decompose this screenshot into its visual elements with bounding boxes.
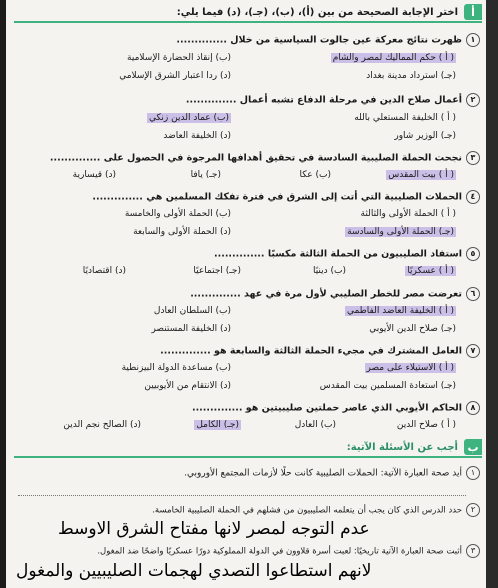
q3-option-c[interactable]: (جـ) يافا — [190, 170, 221, 180]
q2-option-a[interactable]: ( أ ) الخليفة المستعلي بالله — [354, 113, 456, 123]
q3-option-a[interactable]: ( أ ) بيت المقدس — [388, 170, 454, 180]
q5-option-c[interactable]: (جـ) اجتماعيًا — [193, 266, 241, 276]
q3-option-d[interactable]: (د) قيسارية — [72, 170, 116, 180]
q6-option-a[interactable]: ( أ ) الخليفة العاضد الفاطمي — [346, 306, 454, 316]
question-5: ٥استفاد الصليبيون من الحملة الثالثة مكسبًا .............. — [214, 247, 480, 261]
q1-option-b[interactable]: (ب) إنقاذ الحضارة الإسلامية — [127, 53, 231, 63]
question-4: ٤الحملات الصليبية التي أتت إلى الشرق في فترة تفكك المسلمين هي .............. — [92, 190, 480, 204]
q3-option-b[interactable]: (ب) عكا — [299, 170, 331, 180]
q8-option-c[interactable]: (جـ) الكامل — [196, 420, 239, 430]
q1-option-d[interactable]: (د) ردا اعتبار الشرق الإسلامي — [119, 71, 231, 81]
page-edge-shadow — [486, 0, 498, 588]
q4-option-d[interactable]: (د) الحملة الأولى والسابعة — [133, 227, 231, 237]
q5-option-b[interactable]: (ب) دينيًا — [312, 266, 346, 276]
q4-option-b[interactable]: (ب) الحملة الأولى والخامسة — [124, 209, 231, 219]
question-7: ٧العامل المشترك في مجيء الحملة الثالثة والسابعة هو .............. — [160, 344, 480, 358]
question-3: ٣نجحت الحملة الصليبية السادسة في تحقيق أهدافها المرجوة في الحصول على .............. — [50, 151, 480, 165]
q8-option-a[interactable]: ( أ ) صلاح الدين — [396, 420, 456, 430]
question-6: ٦تعرضت مصر للخطر الصليبي لأول مرة في عهد .............. — [190, 287, 480, 301]
section-a-title: اختر الإجابة الصحيحة من بين (أ)، (ب)، (جـ)، (د) فيما يلي: — [176, 6, 458, 18]
question-2: ٢أعمال صلاح الدين في مرحلة الدفاع تشبه أعمال .............. — [186, 93, 480, 107]
answer-line-1[interactable] — [18, 494, 466, 496]
section-b-header — [14, 438, 482, 458]
q8-option-b[interactable]: (ب) العادل — [294, 420, 336, 430]
q2-option-c[interactable]: (جـ) الوزير شاور — [394, 131, 456, 141]
q6-option-d[interactable]: (د) الخليفة المستنصر — [151, 324, 231, 334]
q6-option-b[interactable]: (ب) السلطان العادل — [153, 306, 231, 316]
essay-1: ١أيد صحة العبارة الآتية: الحملات الصليبية كانت حلًا لأزمات المجتمع الأوروبي. — [184, 466, 480, 480]
q6-option-c[interactable]: (جـ) صلاح الدين الأيوبي — [369, 324, 456, 334]
q7-option-b[interactable]: (ب) مساعدة الدولة البيزنطية — [121, 363, 231, 373]
essay-2: ٢حدد الدرس الذي كان يجب أن يتعلمه الصليبيون من فشلهم في الحملة الصليبية الخامسة. — [152, 503, 480, 517]
q2-option-b[interactable]: (ب) عماد الدين زنكي — [148, 113, 229, 123]
q4-option-a[interactable]: ( أ ) الحملة الأولى والثالثة — [360, 209, 456, 219]
handwritten-answer-2: عدم التوجه لمصر لانها مفتاح الشرق الاوسط — [58, 519, 370, 539]
q1-option-a[interactable]: ( أ ) حكم المماليك لمصر والشام — [332, 53, 454, 63]
section-a-badge: أ — [464, 4, 482, 20]
q8-option-d[interactable]: (د) الصالح نجم الدين — [63, 420, 141, 430]
q4-option-c[interactable]: (جـ) الحملة الأولى والسادسة — [347, 227, 454, 237]
q7-option-a[interactable]: ( أ ) الاستيلاء على مصر — [366, 363, 454, 373]
worksheet-page — [6, 0, 486, 588]
section-b-title: أجب عن الأسئلة الآتية: — [346, 441, 458, 453]
q7-option-c[interactable]: (جـ) استعادة المسلمين بيت المقدس — [319, 381, 456, 391]
handwritten-answer-3: لانهم استطاعوا التصدي لهجمات الصليبيين والمغول — [16, 561, 372, 581]
q7-option-d[interactable]: (د) الانتقام من الأيوبيين — [144, 381, 231, 391]
q5-option-a[interactable]: ( أ ) عسكريًا — [407, 266, 454, 276]
section-a-header — [14, 3, 482, 23]
section-b-badge: ب — [464, 439, 482, 455]
q2-option-d[interactable]: (د) الخليفة العاضد — [163, 131, 231, 141]
question-8: ٨الحاكم الأيوبي الذي عاصر حملتين صليبيتين هو .............. — [192, 401, 480, 415]
q1-option-c[interactable]: (جـ) استرداد مدينة بغداد — [366, 71, 456, 81]
question-1: ١ظهرت نتائج معركة عين جالوت السياسية من خلال .............. — [176, 33, 480, 47]
q5-option-d[interactable]: (د) اقتصاديًا — [82, 266, 126, 276]
essay-3: ٣أثبت صحة العبارة الآتية تاريخيًا: لعبت أسرة قلاوون في الدولة المملوكية دورًا عسكريًا واضحًا ضد المغول. — [97, 544, 480, 558]
